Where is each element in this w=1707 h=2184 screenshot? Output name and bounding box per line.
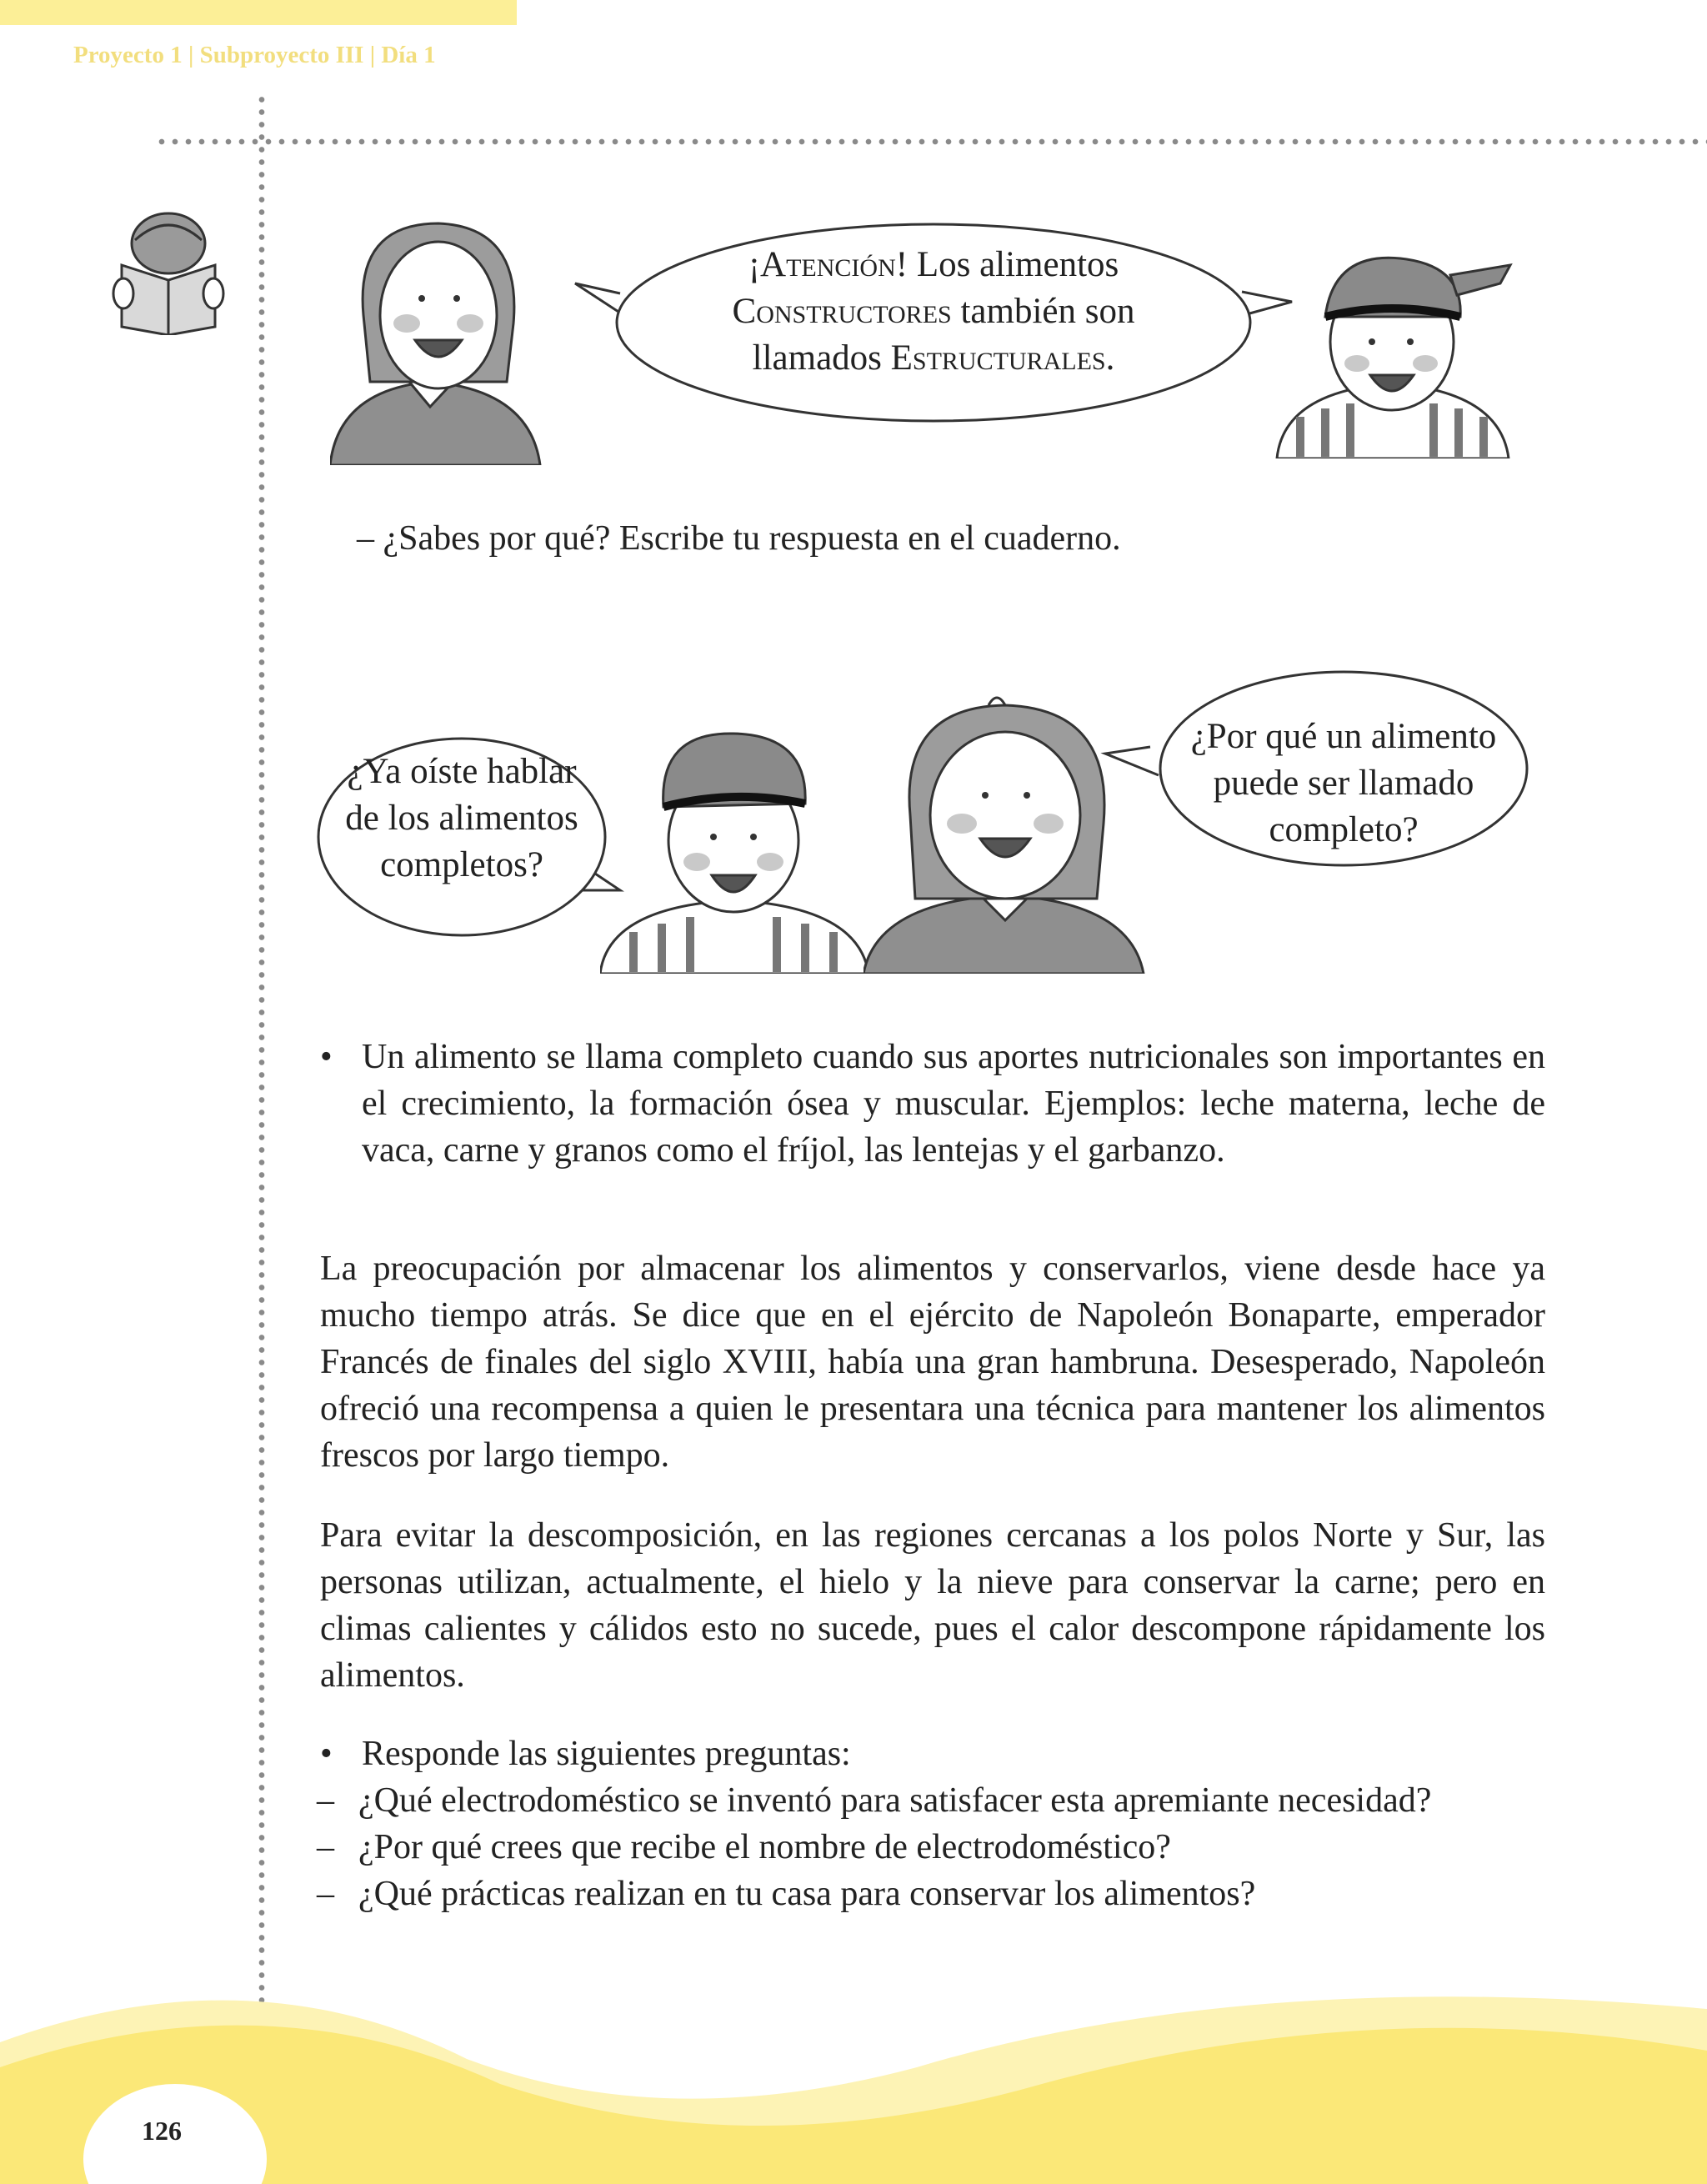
- dash-marker: –: [317, 1875, 334, 1913]
- why-complete-bubble-text: ¿Por qué un alimento puede ser llamado completo?: [1190, 717, 1497, 849]
- list-item: [320, 1034, 1545, 1174]
- footer-wave-decoration: [0, 1917, 1707, 2184]
- question-item: – ¿Qué electrodoméstico se inventó para satisfacer esta apremiante necesidad?: [278, 1777, 1545, 1824]
- question-item: – ¿Por qué crees que recibe el nombre de electrodoméstico?: [278, 1824, 1545, 1871]
- boy-with-cap-illustration-2: [600, 724, 875, 974]
- bullet-text: Un alimento se llama completo cuando sus aportes nutricionales son importantes en el crecimiento, la formación ósea y muscular. Ejemplos: leche materna, leche de vaca, carne y granos como el fríjol, las lentejas y el garbanzo.: [362, 1038, 1545, 1170]
- questions-block: [317, 1731, 1545, 1917]
- dash-marker: –: [317, 1828, 334, 1866]
- complete-foods-bubble-text: ¿Ya oíste hablar de los alimentos completos?: [345, 752, 578, 884]
- complete-food-bullet: [320, 1034, 1545, 1174]
- questions-intro: • Responde las siguientes preguntas:: [320, 1731, 1545, 1777]
- reading-child-icon: [107, 210, 230, 335]
- paragraph-napoleon: La preocupación por almacenar los alimentos y conservarlos, viene desde hace ya mucho tiempo atrás. Se dice que en el ejército de Napoleón Bonaparte, emperador Francés de finales del siglo XVIII, había una gran hambruna. Desesperado, Napoleón ofreció una recompensa a quien le presentara una técnica para mantener los alimentos frescos por largo tiempo.: [320, 1250, 1545, 1475]
- paragraph-decomposition: Para evitar la descomposición, en las regiones cercanas a los polos Norte y Sur, las personas utilizan, actualmente, el hielo y la nieve para conservar la carne; pero en climas calientes y cálidos esto no sucede, pues el calor descompone rápidamente los alimentos.: [320, 1516, 1545, 1695]
- horizontal-dotted-rule: [155, 138, 1707, 145]
- bullet-marker: •: [320, 1038, 333, 1076]
- vertical-dotted-rule: [258, 93, 265, 2081]
- boy-with-cap-illustration: [1267, 250, 1517, 458]
- page-header: Proyecto 1 | Subproyecto III | Día 1: [73, 42, 436, 68]
- dash-marker: –: [317, 1781, 334, 1820]
- bullet-marker: •: [320, 1735, 333, 1773]
- header-color-bar: [0, 0, 517, 25]
- girl-illustration: [330, 215, 547, 465]
- page-number: 126: [142, 2116, 182, 2146]
- question-item: – ¿Qué prácticas realizan en tu casa para conservar los alimentos?: [278, 1871, 1545, 1917]
- question-why: – ¿Sabes por qué? Escribe tu respuesta en el cuaderno.: [357, 519, 1121, 558]
- attention-bubble-text: ¡Atención! Los alimentos Constructores también son llamados Estructurales.: [732, 245, 1135, 378]
